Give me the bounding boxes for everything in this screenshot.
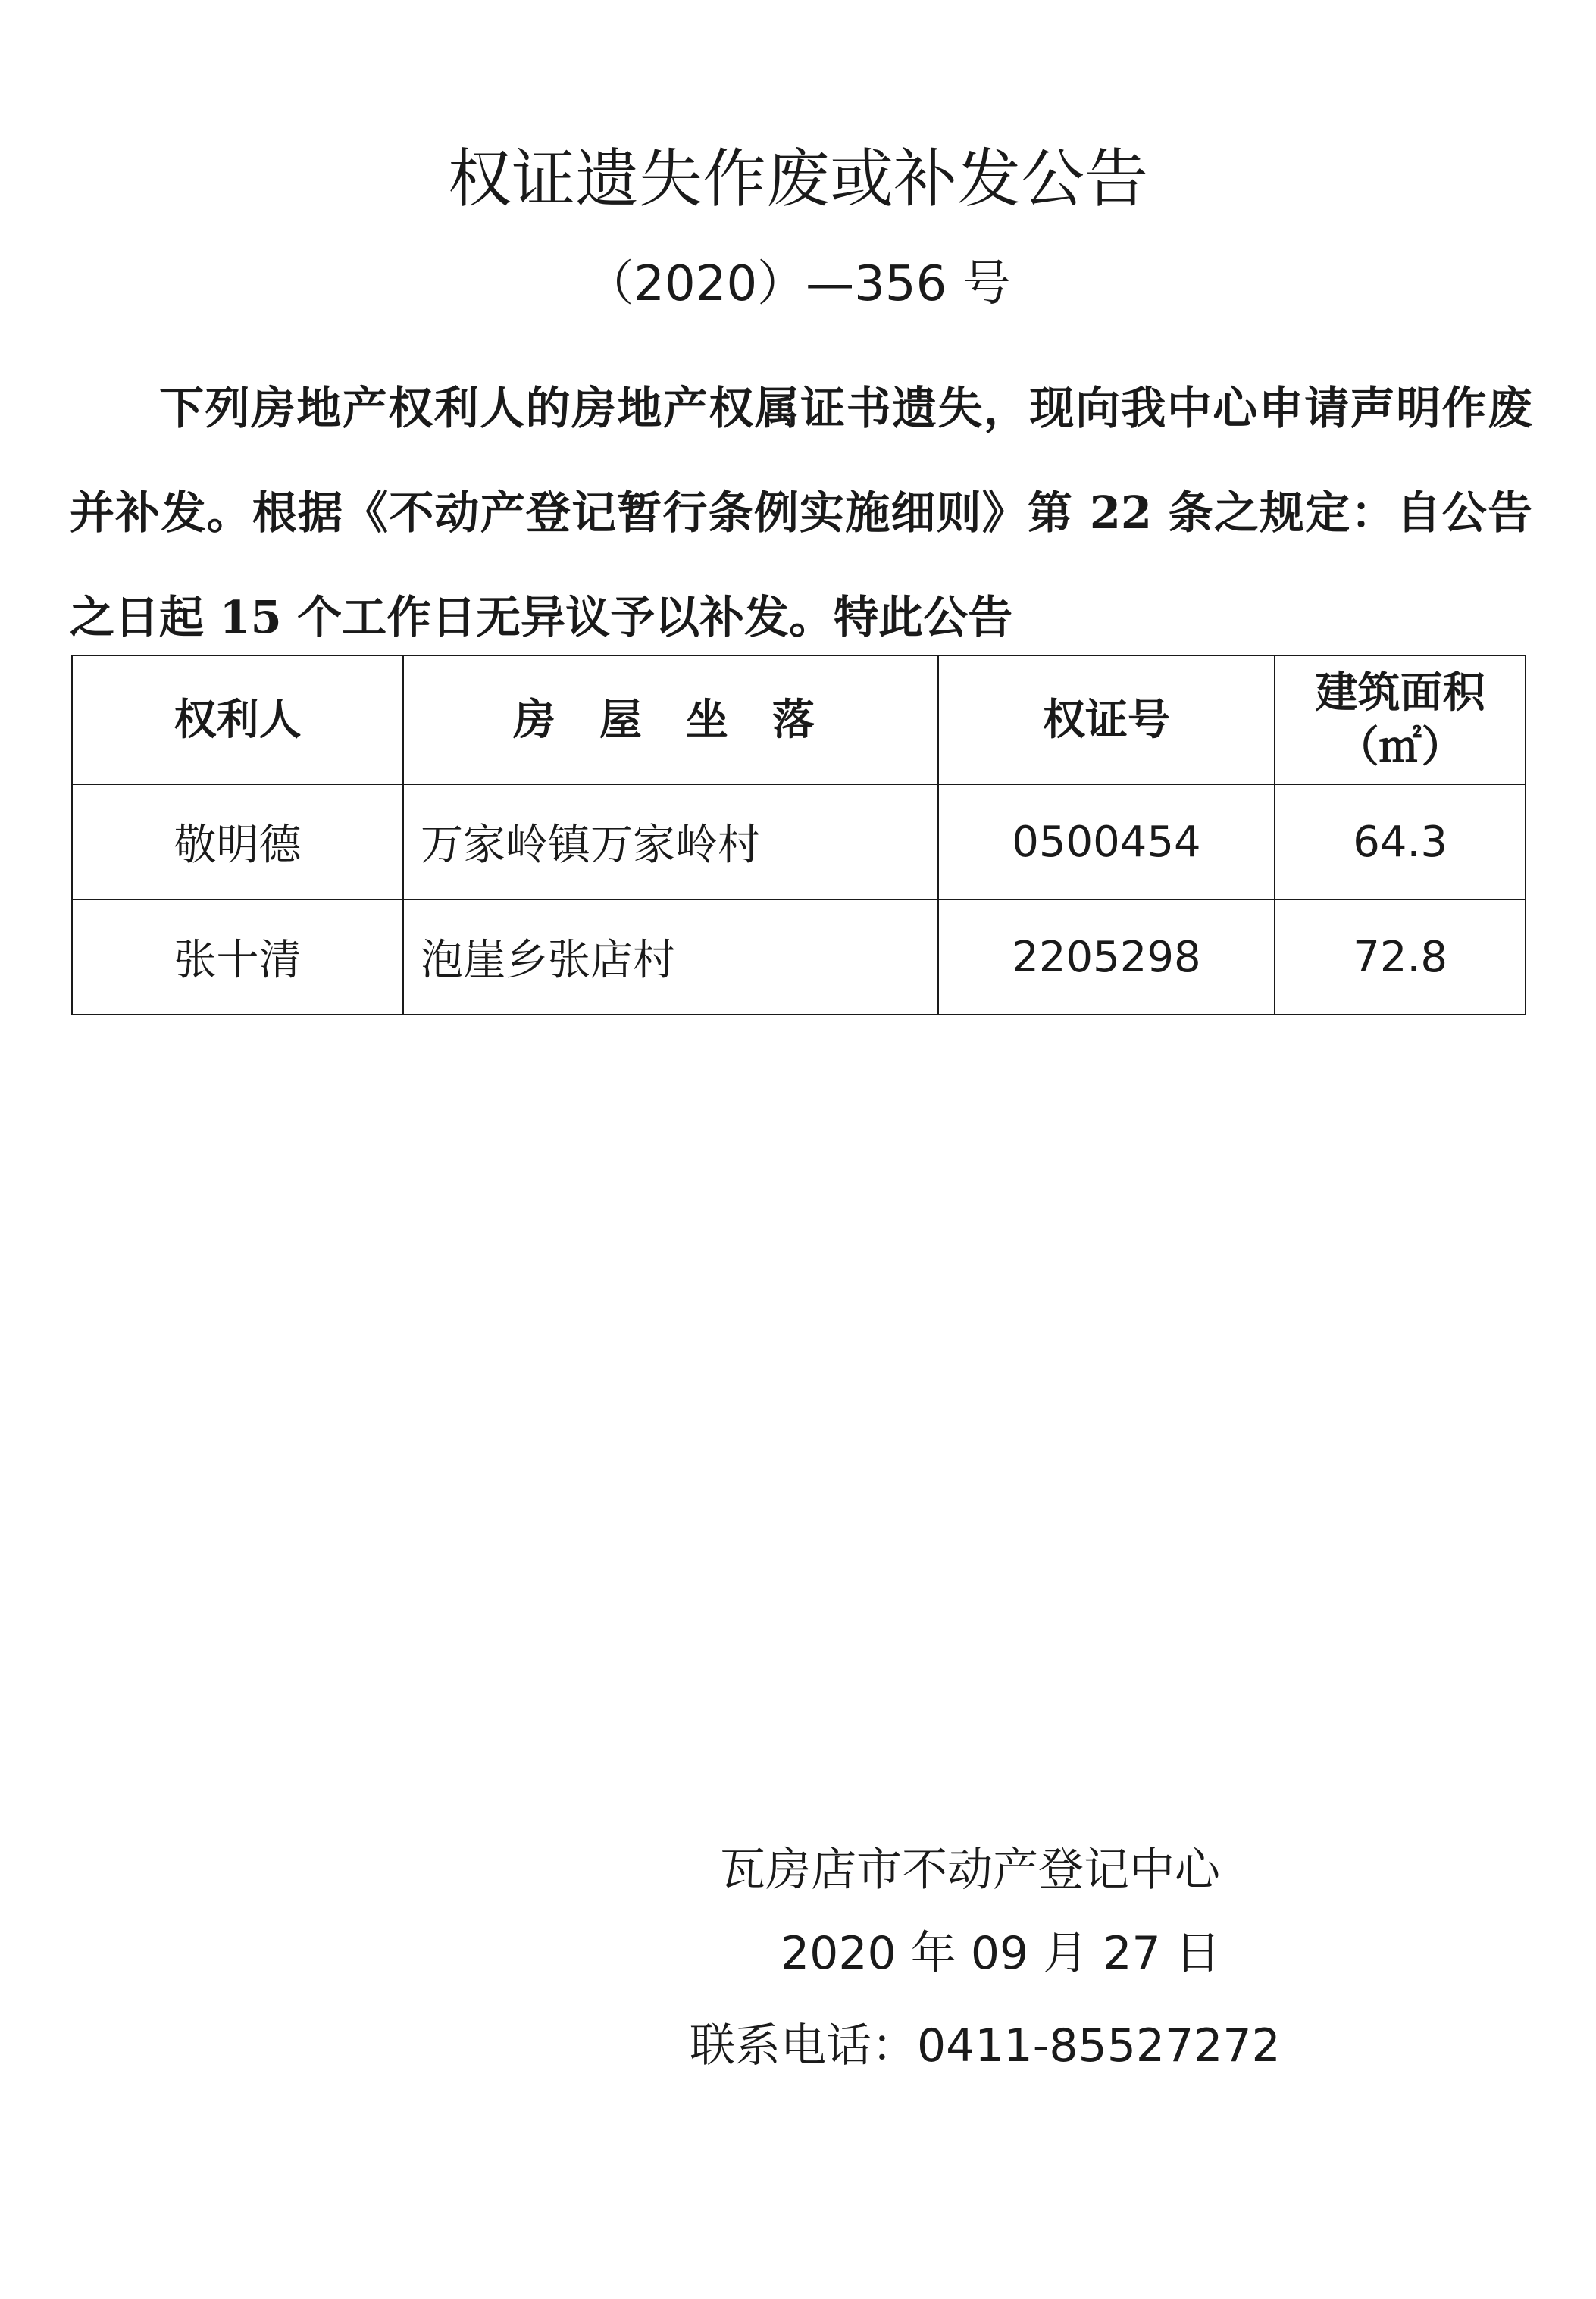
contact-phone: 联系电话：0411-85527272 [690,2019,1281,2072]
notice-title: 权证遗失作废或补发公告 [447,142,1148,216]
notice-body: 下列房地产权利人的房地产权属证书遗失，现向我中心申请声明作废并补发。根据《不动产登记暂行条例实施细则》第 22 条之规定：自公告之日起 15 个工作日无异议予以补发。特此公告 [70,382,1532,643]
cell-holder: 张十清 [72,899,403,1015]
issuing-organization: 瓦房店市不动产登记中心 [720,1844,1220,1897]
header-holder: 权利人 [72,655,403,784]
cell-cert-no: 2205298 [938,899,1275,1015]
header-area-label: 建筑面积 [1315,668,1485,718]
document-number: （2020）—356 号 [585,256,1011,312]
issue-date: 2020 年 09 月 27 日 [781,1927,1221,1980]
header-area-unit: （㎡） [1336,722,1464,772]
cell-location: 万家岭镇万家岭村 [403,784,938,899]
table-row [72,784,1526,899]
header-location-label: 房屋坐落 [512,695,859,745]
records-table [71,655,1526,1015]
header-cert-no: 权证号 [938,655,1275,784]
cell-area: 64.3 [1275,784,1526,899]
table-row [72,899,1526,1015]
cell-cert-no: 0500454 [938,784,1275,899]
cell-location: 泡崖乡张店村 [403,899,938,1015]
cell-area: 72.8 [1275,899,1526,1015]
cell-holder: 敬明德 [72,784,403,899]
table-header-row [72,655,1526,784]
header-area [1275,655,1526,784]
header-location [403,655,938,784]
